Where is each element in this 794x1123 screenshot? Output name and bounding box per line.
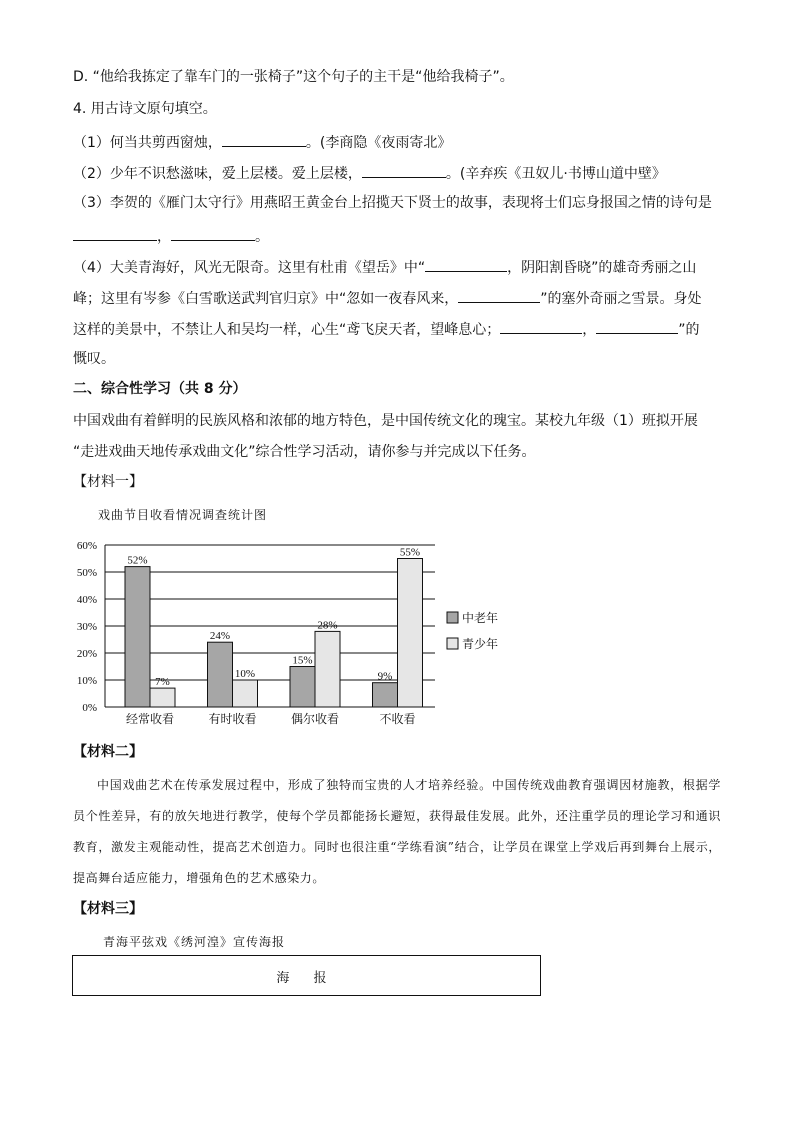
data-label: 9% xyxy=(377,670,393,683)
material3-label: 【材料三】 xyxy=(73,901,143,917)
data-label: 24% xyxy=(209,630,231,643)
x-tick-label: 偶尔收看 xyxy=(290,712,340,726)
q4-item4-l3-before: 这样的美景中，不禁让人和吴均一样，心生“鸢飞戾天者，望峰息心； xyxy=(73,322,501,338)
q4-item2 xyxy=(73,162,666,184)
data-label: 10% xyxy=(234,668,256,680)
y-tick-label: 10% xyxy=(76,675,97,687)
q4-item4-l3-sep: ， xyxy=(582,322,597,338)
material2-text: 中国戏曲艺术在传承发展过程中，形成了独特而宝贵的人才培养经验。中国传统戏曲教育强调因材施教，根据学员个性差异，有的放矢地进行教学，使每个学员都能扬长避短，获得最佳发展。此外，还注重学员的理论学习和通识教育，激发主观能动性，提高艺术创造力。同时也很注重“学练看演”结合，让学员在课堂上学戏后再到舞台上展示，提高舞台适应能力，增强角色的艺术感染力。 xyxy=(73,778,721,885)
q4-item4-l1-before: （4）大美青海好，风光无限奇。这里有杜甫《望岳》中“ xyxy=(73,260,426,276)
y-tick-label: 20% xyxy=(76,648,97,660)
answer-blank-1[interactable] xyxy=(222,131,306,147)
material1-label: 【材料一】 xyxy=(73,474,143,490)
data-label: 52% xyxy=(127,554,148,567)
answer-blank-4a[interactable] xyxy=(425,256,507,272)
legend-label: 中老年 xyxy=(462,611,499,625)
q4-item4-line1 xyxy=(73,256,696,278)
answer-blank-4b[interactable] xyxy=(458,287,540,303)
bar xyxy=(315,631,340,707)
q4-item4-l1-after: ，阴阳割昏晓”的雄奇秀丽之山 xyxy=(507,260,697,276)
answer-blank-3a[interactable] xyxy=(73,225,157,241)
bar xyxy=(150,688,175,707)
material2-label: 【材料二】 xyxy=(73,744,143,760)
q4-item4-l2-after: ”的塞外奇丽之雪景。身处 xyxy=(540,291,702,307)
x-tick-label: 不收看 xyxy=(379,712,416,726)
q4-item3-line1: （3）李贺的《雁门太守行》用燕昭王黄金台上招揽天下贤士的故事，表现将士们忘身报国之情的诗句是 xyxy=(73,195,712,211)
y-tick-label: 50% xyxy=(76,567,97,579)
q4-item1 xyxy=(73,131,451,153)
answer-blank-4c[interactable] xyxy=(500,318,582,334)
q4-item3-sep: ， xyxy=(157,229,171,245)
chart-title: 戏曲节目收看情况调查统计图 xyxy=(98,508,268,522)
data-label: 7% xyxy=(155,676,170,689)
q4-item4-line2 xyxy=(73,287,702,309)
q4-item4-line3 xyxy=(73,318,700,340)
bar xyxy=(398,559,423,708)
y-tick-label: 30% xyxy=(76,621,97,633)
section2-intro2: “走进戏曲天地传承戏曲文化”综合性学习活动，请你参与并完成以下任务。 xyxy=(73,444,536,460)
q4-item2-before: （2）少年不识愁滋味，爱上层楼。爱上层楼， xyxy=(73,166,362,182)
q4-item2-after: 。(辛弃疾《丑奴儿·书博山道中壁》 xyxy=(445,166,666,182)
y-tick-label: 40% xyxy=(76,594,97,606)
data-label: 28% xyxy=(317,619,338,632)
q4-item4-line4: 慨叹。 xyxy=(73,351,115,367)
data-label: 15% xyxy=(292,654,313,667)
legend-label: 青少年 xyxy=(462,637,499,651)
q4-item4-l3-after: ”的 xyxy=(678,322,700,338)
q4-item1-after: 。(李商隐《夜雨寄北》 xyxy=(305,135,452,151)
q4-title: 4. 用古诗文原句填空。 xyxy=(73,101,217,117)
y-tick-label: 0% xyxy=(82,702,97,714)
data-label: 55% xyxy=(399,546,421,559)
bar xyxy=(208,642,233,707)
answer-blank-2[interactable] xyxy=(362,162,446,178)
question-d: D. “他给我拣定了靠车门的一张椅子”这个句子的主干是“他给我椅子”。 xyxy=(73,69,514,85)
answer-blank-3b[interactable] xyxy=(171,225,255,241)
q4-item1-before: （1）何当共剪西窗烛， xyxy=(73,135,222,151)
bar xyxy=(290,667,315,708)
q4-item3-end: 。 xyxy=(255,229,269,245)
poster-label: 海 报 xyxy=(276,971,337,986)
bar xyxy=(233,680,258,707)
x-tick-label: 有时收看 xyxy=(208,712,257,726)
poster-box xyxy=(72,955,541,996)
legend-swatch xyxy=(447,612,458,623)
legend-swatch xyxy=(447,638,458,649)
q4-item3-line2 xyxy=(73,225,269,247)
section2-heading: 二、综合性学习（共 8 分） xyxy=(73,381,247,397)
x-tick-label: 经常收看 xyxy=(125,712,175,726)
bar-chart xyxy=(60,535,520,735)
bar xyxy=(125,567,150,707)
q4-item4-l2-before: 峰；这里有岑参《白雪歌送武判官归京》中“忽如一夜春风来， xyxy=(73,291,459,307)
poster-title: 青海平弦戏《绣河湟》宣传海报 xyxy=(103,935,286,949)
section2-intro1: 中国戏曲有着鲜明的民族风格和浓郁的地方特色，是中国传统文化的瑰宝。某校九年级（1）班拟开展 xyxy=(73,413,698,429)
answer-blank-4d[interactable] xyxy=(596,318,678,334)
y-tick-label: 60% xyxy=(76,540,97,552)
bar xyxy=(373,683,398,707)
